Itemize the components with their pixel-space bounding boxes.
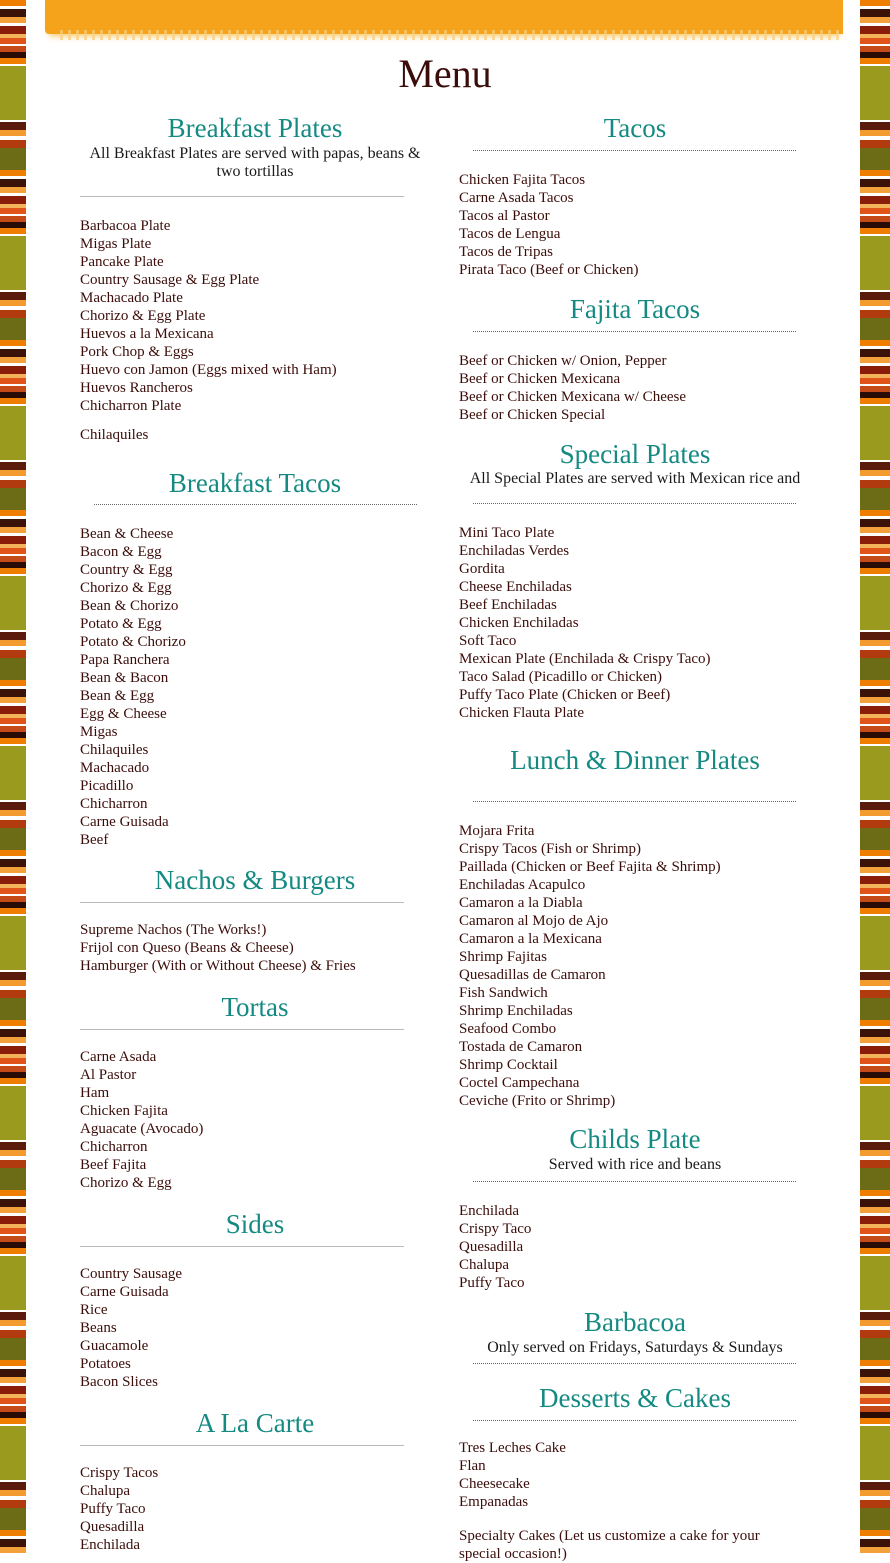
section-title: Breakfast Tacos [168, 468, 342, 498]
list-item: Papa Ranchera [80, 652, 170, 668]
list-item: Bacon & Egg [80, 544, 162, 560]
list-item: Country & Egg [80, 562, 173, 578]
list-item: Crispy Taco [459, 1221, 532, 1237]
list-item: Bean & Bacon [80, 670, 169, 686]
list-item: Potato & Egg [80, 616, 162, 632]
list-item: Potato & Chorizo [80, 634, 186, 650]
list-item: Pork Chop & Eggs [80, 344, 194, 360]
section-divider [80, 1246, 404, 1247]
list-item: Chicharron Plate [80, 398, 182, 414]
list-item: Pancake Plate [80, 254, 164, 270]
list-item: Mexican Plate (Enchilada & Crispy Taco) [459, 651, 711, 667]
list-item: Bean & Cheese [80, 526, 174, 542]
list-item: Enchiladas Acapulco [459, 877, 586, 893]
list-item: Migas [80, 724, 118, 740]
section-subtitle: Served with rice and beans [548, 1156, 722, 1173]
header-banner [45, 0, 843, 34]
breakfast-tacos-list [80, 525, 430, 849]
list-item: Chicken Flauta Plate [459, 705, 584, 721]
section-divider [473, 1363, 796, 1364]
list-item: Crispy Tacos [80, 1465, 159, 1481]
list-item: Tacos al Pastor [459, 208, 550, 224]
list-item: Beans [80, 1320, 117, 1336]
list-item: Country Sausage [80, 1266, 183, 1282]
section-divider [473, 503, 796, 504]
breakfast-plates-list [80, 217, 430, 444]
list-item: Mojara Frita [459, 823, 535, 839]
list-item: Bacon Slices [80, 1374, 158, 1390]
list-item: Paillada (Chicken or Beef Fajita & Shrimp) [459, 859, 721, 875]
list-item: Puffy Taco Plate (Chicken or Beef) [459, 687, 671, 703]
list-item: Carne Asada [80, 1049, 157, 1065]
section-divider [80, 1029, 404, 1030]
list-item: Chilaquiles [80, 742, 149, 758]
section-lunch-dinner-plates [459, 744, 811, 1110]
header-banner-fringe [60, 30, 840, 40]
list-item: Al Pastor [80, 1067, 137, 1083]
section-divider [80, 1445, 404, 1446]
list-item: Frijol con Queso (Beans & Cheese) [80, 940, 294, 956]
list-item: Beef Enchiladas [459, 597, 557, 613]
list-item: Camaron al Mojo de Ajo [459, 913, 609, 929]
section-divider [473, 150, 796, 151]
list-item: Cheesecake [459, 1476, 530, 1492]
list-item: Tacos de Lengua [459, 226, 561, 242]
list-item: Chalupa [459, 1257, 509, 1273]
list-item: Gordita [459, 561, 505, 577]
nachos-burgers-list [80, 921, 430, 975]
section-divider [473, 331, 796, 332]
section-barbacoa [459, 1306, 811, 1364]
list-item: Specialty Cakes (Let us customize a cake for your special occasion!) [459, 1528, 760, 1562]
section-title: Desserts & Cakes [539, 1383, 731, 1413]
list-item: Egg & Cheese [80, 706, 167, 722]
list-item: Quesadillas de Camaron [459, 967, 606, 983]
a-la-carte-list [80, 1464, 430, 1554]
section-subtitle: Only served on Fridays, Saturdays & Sundays [487, 1339, 783, 1356]
section-fajita-tacos [459, 293, 811, 424]
list-item: Enchilada [80, 1537, 140, 1553]
list-item: Ham [80, 1085, 110, 1101]
list-item: Supreme Nachos (The Works!) [80, 922, 267, 938]
list-item: Fish Sandwich [459, 985, 548, 1001]
section-childs-plate [459, 1123, 811, 1292]
tacos-list [459, 171, 811, 279]
section-title: Tacos [603, 113, 667, 143]
list-item: Bean & Chorizo [80, 598, 179, 614]
list-item: Chorizo & Egg [80, 580, 172, 596]
page-title: Menu [398, 51, 492, 96]
section-title: Lunch & Dinner Plates [510, 745, 760, 775]
list-item: Quesadilla [459, 1239, 524, 1255]
list-item: Aguacate (Avocado) [80, 1121, 204, 1137]
list-item: Ceviche (Frito or Shrimp) [459, 1093, 616, 1109]
list-item: Camaron a la Mexicana [459, 931, 602, 947]
list-item: Camaron a la Diabla [459, 895, 583, 911]
section-divider [473, 1181, 796, 1182]
list-item: Machacado Plate [80, 290, 183, 306]
section-title: Sides [225, 1209, 285, 1239]
section-divider [80, 902, 404, 903]
list-item: Puffy Taco [80, 1501, 146, 1517]
section-tortas [80, 991, 430, 1192]
section-divider [80, 196, 404, 197]
list-item: Quesadilla [80, 1519, 145, 1535]
list-item: Tacos de Tripas [459, 244, 553, 260]
list-item: Seafood Combo [459, 1021, 557, 1037]
list-item: Hamburger (With or Without Cheese) & Fries [80, 958, 356, 974]
childs-plate-list [459, 1202, 811, 1292]
section-title: Nachos & Burgers [154, 865, 356, 895]
list-item: Shrimp Fajitas [459, 949, 547, 965]
list-item: Flan [459, 1458, 486, 1474]
section-title: A La Carte [195, 1408, 315, 1438]
section-title: Childs Plate [569, 1124, 701, 1154]
section-tacos [459, 112, 811, 279]
sides-list [80, 1265, 430, 1391]
list-item: Pirata Taco (Beef or Chicken) [459, 262, 639, 278]
list-item: Chicken Fajita Tacos [459, 172, 586, 188]
list-item: Chorizo & Egg [80, 1175, 172, 1191]
list-item: Coctel Campechana [459, 1075, 580, 1091]
section-title: Tortas [221, 992, 289, 1022]
list-item: Beef Fajita [80, 1157, 147, 1173]
section-subtitle: All Special Plates are served with Mexican rice and [469, 470, 801, 487]
list-item: Tres Leches Cake [459, 1440, 566, 1456]
list-item: Enchilada [459, 1203, 519, 1219]
list-item: Huevo con Jamon (Eggs mixed with Ham) [80, 362, 337, 378]
special-plates-list [459, 524, 811, 722]
list-item: Machacado [80, 760, 150, 776]
lunch-dinner-list [459, 822, 811, 1110]
list-item: Rice [80, 1302, 108, 1318]
list-item: Bean & Egg [80, 688, 155, 704]
list-item: Carne Guisada [80, 1284, 169, 1300]
section-title: Fajita Tacos [569, 294, 701, 324]
list-item: Shrimp Cocktail [459, 1057, 558, 1073]
list-item: Picadillo [80, 778, 134, 794]
list-item: Country Sausage & Egg Plate [80, 272, 260, 288]
desserts-list [459, 1439, 811, 1563]
list-item: Beef or Chicken Special [459, 407, 606, 423]
right-decorative-border [860, 0, 890, 1554]
section-title: Breakfast Plates [167, 113, 343, 143]
section-divider [473, 1420, 796, 1421]
list-item: Huevos Rancheros [80, 380, 193, 396]
section-desserts-cakes [459, 1382, 811, 1563]
section-divider [94, 504, 417, 505]
section-nachos-burgers [80, 864, 430, 975]
list-item: Taco Salad (Picadillo or Chicken) [459, 669, 663, 685]
list-item: Beef or Chicken Mexicana [459, 371, 621, 387]
list-item: Cheese Enchiladas [459, 579, 572, 595]
list-item: Chicharron [80, 796, 148, 812]
list-item: Migas Plate [80, 236, 152, 252]
tortas-list [80, 1048, 430, 1192]
section-title: Special Plates [559, 439, 711, 469]
list-item: Empanadas [459, 1494, 529, 1510]
list-item: Beef [80, 832, 109, 848]
list-item: Chicken Fajita [80, 1103, 168, 1119]
list-item: Beef or Chicken Mexicana w/ Cheese [459, 389, 686, 405]
list-item: Barbacoa Plate [80, 218, 171, 234]
list-item: Beef or Chicken w/ Onion, Pepper [459, 353, 667, 369]
list-item: Enchiladas Verdes [459, 543, 570, 559]
section-special-plates [459, 438, 811, 722]
list-item: Carne Asada Tacos [459, 190, 574, 206]
section-breakfast-plates [80, 112, 430, 444]
section-breakfast-tacos [80, 467, 430, 849]
list-item: Soft Taco [459, 633, 517, 649]
section-a-la-carte [80, 1407, 430, 1554]
section-sides [80, 1208, 430, 1391]
list-item: Huevos a la Mexicana [80, 326, 214, 342]
list-item: Guacamole [80, 1338, 149, 1354]
list-item: Chalupa [80, 1483, 130, 1499]
list-item: Potatoes [80, 1356, 131, 1372]
list-item: Puffy Taco [459, 1275, 525, 1291]
list-item: Chicken Enchiladas [459, 615, 579, 631]
section-divider [473, 801, 796, 802]
list-item: Shrimp Enchiladas [459, 1003, 573, 1019]
list-item: Carne Guisada [80, 814, 169, 830]
fajita-tacos-list [459, 352, 811, 424]
list-item: Mini Taco Plate [459, 525, 555, 541]
section-subtitle: All Breakfast Plates are served with papas, beans & two tortillas [89, 145, 421, 180]
list-item: Chicharron [80, 1139, 148, 1155]
list-item: Chorizo & Egg Plate [80, 308, 206, 324]
list-item: Chilaquiles [80, 427, 149, 443]
list-item: Crispy Tacos (Fish or Shrimp) [459, 841, 642, 857]
left-decorative-border [0, 0, 26, 1554]
list-item: Tostada de Camaron [459, 1039, 583, 1055]
section-title: Barbacoa [584, 1307, 686, 1337]
